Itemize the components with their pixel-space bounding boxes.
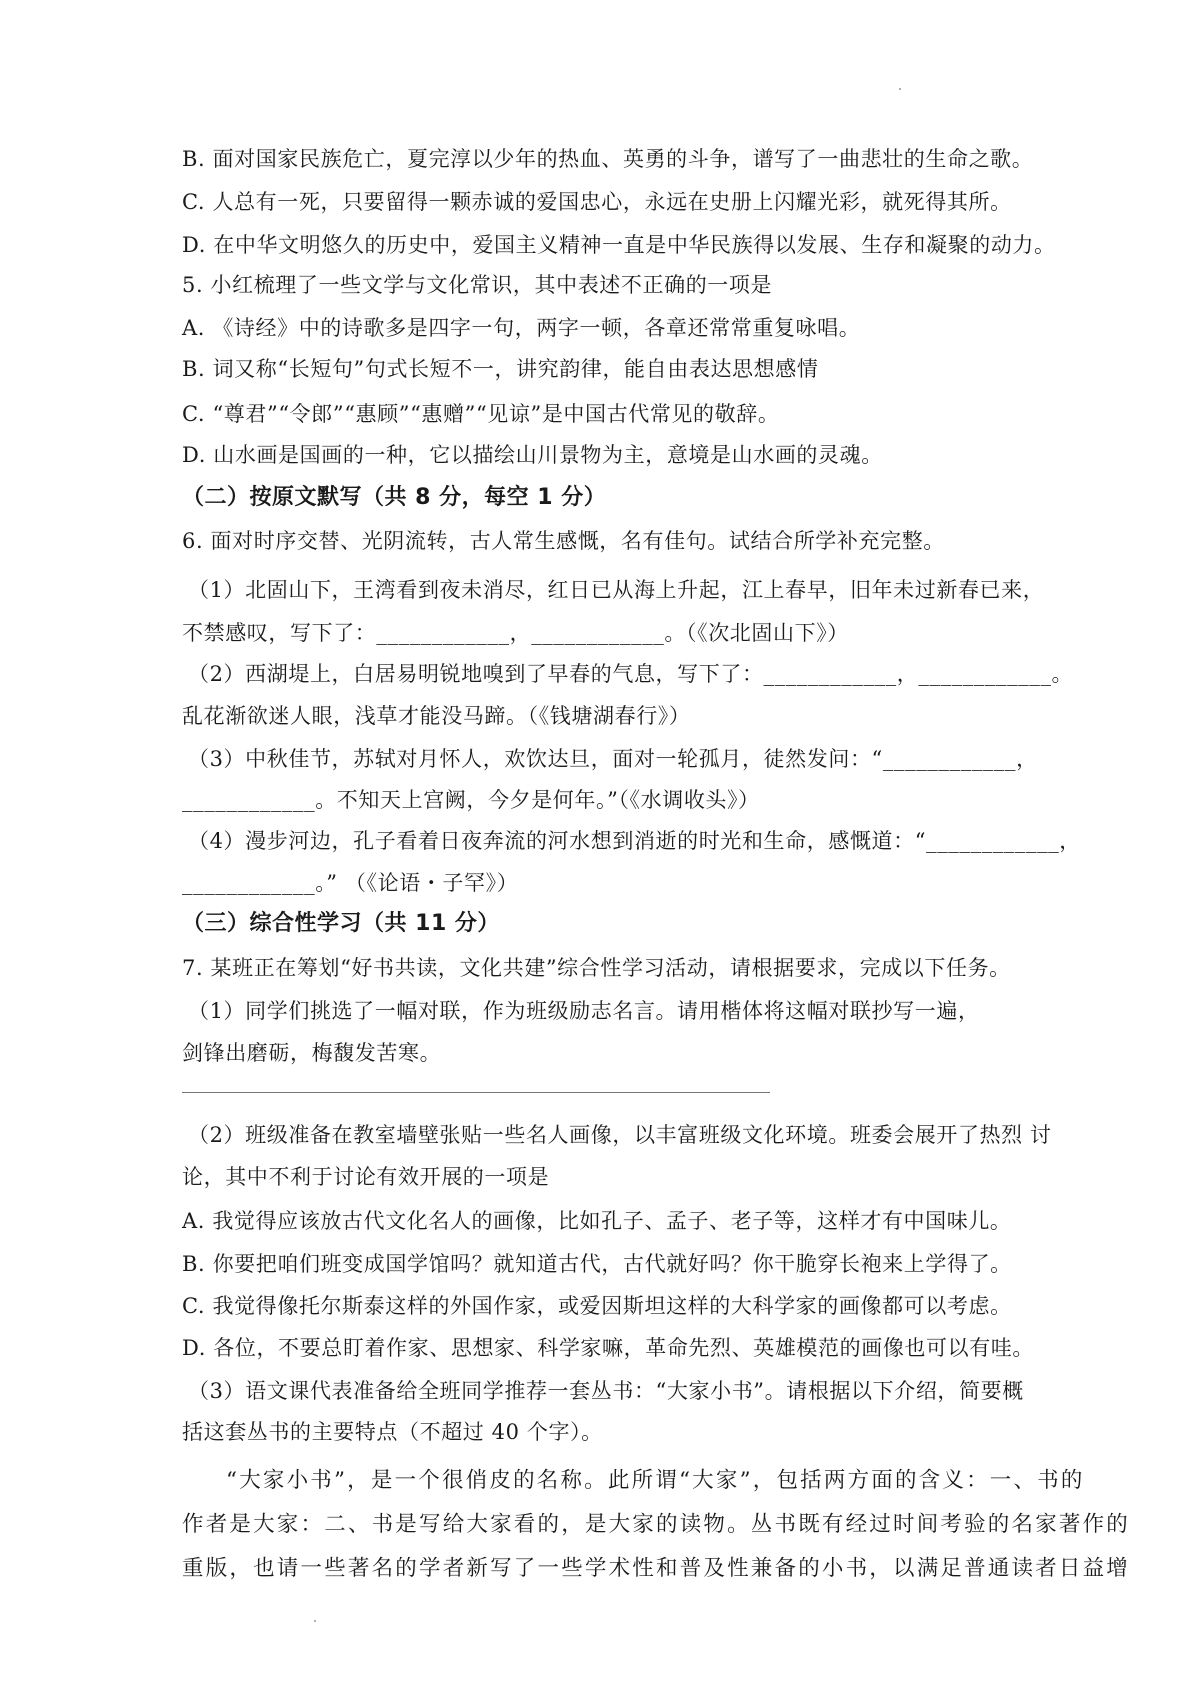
section-3-heading: （三）综合性学习（共 11 分） (182, 911, 500, 936)
q7-part-2-cont: 论，其中不利于讨论有效开展的一项是 (182, 1165, 550, 1189)
couplet-text: 剑锋出磨砺，梅馥发苦寒。 (182, 1041, 442, 1065)
question-7-stem: 7. 某班正在筹划“好书共读，文化共建”综合性学习活动，请根据要求，完成以下任务。 (182, 956, 1011, 980)
passage-line-1: “大家小书”，是一个很俏皮的名称。此所谓“大家”，包括两方面的含义：一、书的 (226, 1468, 1085, 1493)
option-c-q5: C. “尊君”“令郎”“惠顾”“惠赠”“见谅”是中国古代常见的敬辞。 (182, 402, 780, 426)
option-d-q4: D. 在中华文明悠久的历史中，爱国主义精神一直是中华民族得以发展、生存和凝聚的动力。 (182, 233, 1056, 257)
passage-line-3: 重版，也请一些著名的学者新写了一些学术性和普及性兼备的小书，以满足普通读者日益增 (182, 1556, 1131, 1581)
q6-part-3: （3）中秋佳节，苏轼对月怀人，欢饮达旦，面对一轮孤月，徒然发问：“____________， (188, 747, 1038, 771)
q7-part-3-cont: 括这套丛书的主要特点（不超过 40 个字）。 (182, 1420, 603, 1444)
option-b-q4: B. 面对国家民族危亡，夏完淳以少年的热血、英勇的斗争，谱写了一曲悲壮的生命之歌。 (182, 147, 1034, 171)
q7-part-1: （1）同学们挑选了一幅对联，作为班级励志名言。请用楷体将这幅对联抄写一遍， (188, 999, 980, 1023)
q6-part-2: （2）西湖堤上，白居易明锐地嗅到了早春的气息，写下了：____________，____________。 (188, 662, 1074, 686)
q6-part-2-cont: 乱花渐欲迷人眼，浅草才能没马蹄。（《钱塘湖春行》） (182, 704, 691, 728)
q6-part-4: （4）漫步河边，孔子看着日夜奔流的河水想到消逝的时光和生命，感慨道：“____________， (188, 829, 1081, 853)
option-b-q5: B. 词又称“长短句”句式长短不一，讲究韵律，能自由表达思想感情 (182, 357, 819, 381)
q7-part-2: （2）班级准备在教室墙壁张贴一些名人画像，以丰富班级文化环境。班委会展开了热烈 讨 (188, 1123, 1052, 1147)
option-b-q7: B. 你要把咱们班变成国学馆吗？就知道古代，古代就好吗？你干脆穿长袍来上学得了。 (182, 1252, 1012, 1276)
option-a-q7: A. 我觉得应该放古代文化名人的画像，比如孔子、孟子、老子等，这样才有中国味儿。 (182, 1209, 1012, 1233)
section-2-heading: （二）按原文默写（共 8 分，每空 1 分） (182, 485, 607, 510)
option-d-q5: D. 山水画是国画的一种，它以描绘山川景物为主，意境是山水画的灵魂。 (182, 443, 883, 467)
q6-part-1: （1）北固山下，王湾看到夜未消尽，红日已从海上升起，江上春早，旧年未过新春已来， (188, 578, 1045, 602)
answer-line (182, 1092, 770, 1093)
passage-line-2: 作者是大家：二、书是写给大家看的，是大家的读物。丛书既有经过时间考验的名家著作的 (182, 1512, 1131, 1537)
q6-part-3-cont: ____________。不知天上宫阙，今夕是何年。”（《水调收头》） (182, 788, 760, 812)
option-c-q4: C. 人总有一死，只要留得一颗赤诚的爱国忠心，永远在史册上闪耀光彩，就死得其所。 (182, 190, 1012, 214)
scan-speck (314, 1620, 316, 1622)
q6-part-1-blanks: 不禁感叹，写下了：____________，____________。（《次北固山下》） (182, 621, 849, 645)
question-6-stem: 6. 面对时序交替、光阴流转，古人常生感慨，名有佳句。试结合所学补充完整。 (182, 529, 945, 553)
option-c-q7: C. 我觉得像托尔斯泰这样的外国作家，或爱因斯坦这样的大科学家的画像都可以考虑。 (182, 1294, 1012, 1318)
q6-part-4-cont: ____________。” （《论语・子罕》） (182, 871, 519, 895)
scan-speck (899, 88, 901, 90)
option-d-q7: D. 各位，不要总盯着作家、思想家、科学家嘛，革命先烈、英雄模范的画像也可以有哇。 (182, 1336, 1035, 1360)
question-5-stem: 5. 小红梳理了一些文学与文化常识，其中表述不正确的一项是 (182, 273, 773, 297)
q7-part-3: （3）语文课代表准备给全班同学推荐一套丛书：“大家小书”。请根据以下介绍，简要概 (188, 1379, 1024, 1403)
option-a-q5: A. 《诗经》中的诗歌多是四字一句，两字一顿，各章还常常重复咏唱。 (182, 316, 861, 340)
